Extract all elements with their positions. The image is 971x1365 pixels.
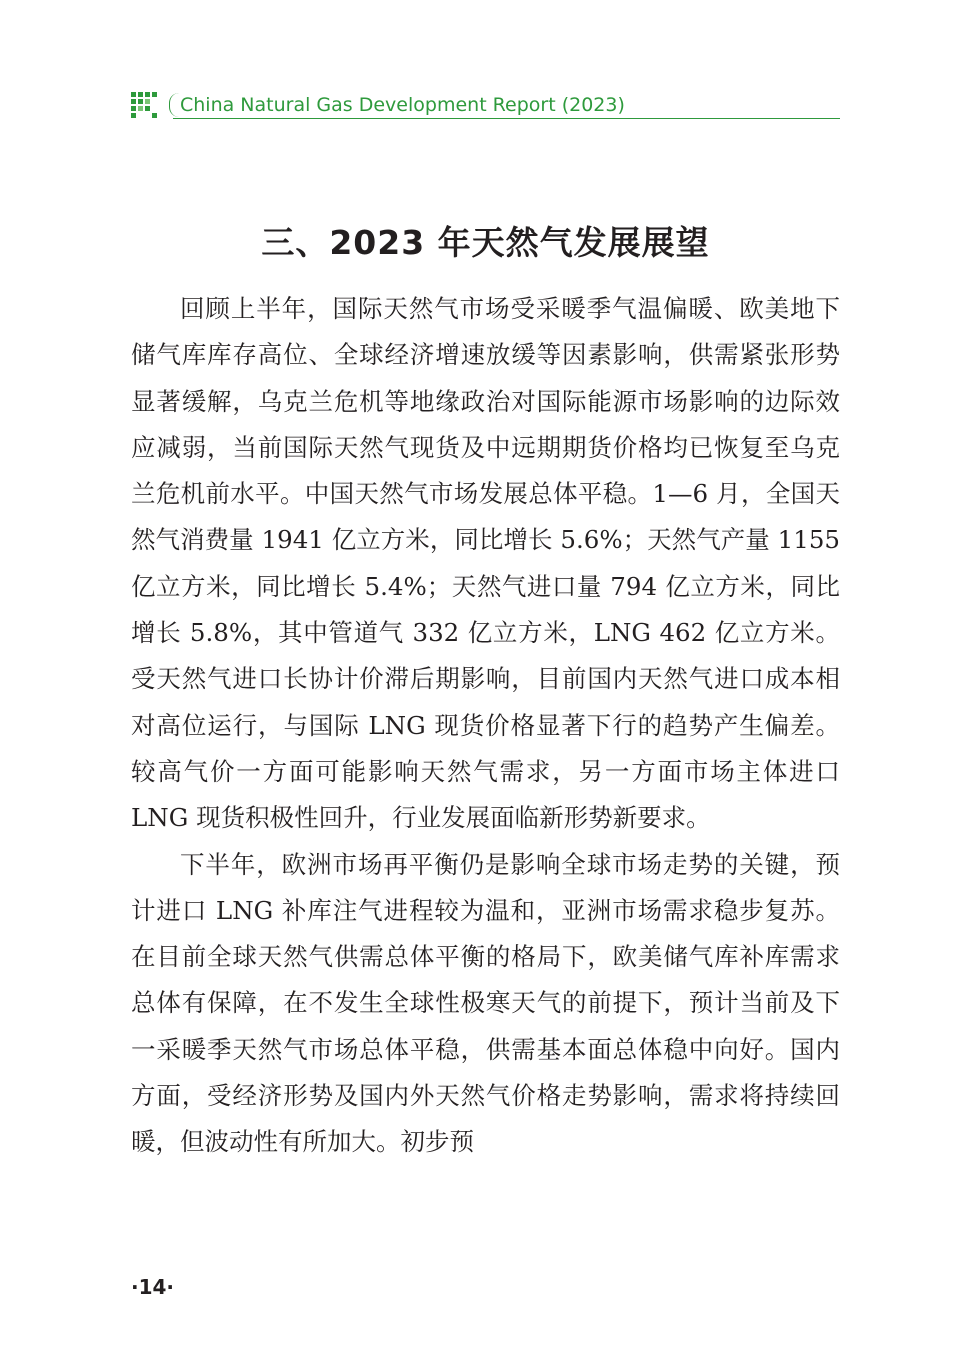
body-text	[131, 286, 840, 1166]
paragraph: 回顾上半年，国际天然气市场受采暖季气温偏暖、欧美地下储气库库存高位、全球经济增速放缓等因素影响，供需紧张形势显著缓解，乌克兰危机等地缘政治对国际能源市场影响的边际效应减弱，当前国际天然气现货及中远期期货价格均已恢复至乌克兰危机前水平。中国天然气市场发展总体平稳。1—6 月，全国天然气消费量 1941 亿立方米，同比增长 5.6%；天然气产量 1155 亿立方米，同比增长 5.4%；天然气进口量 794 亿立方米，同比增长 5.8%，其中管道气 332 亿立方米，LNG 462 亿立方米。受天然气进口长协计价滞后期影响，目前国内天然气进口成本相对高位运行，与国际 LNG 现货价格显著下行的趋势产生偏差。较高气价一方面可能影响天然气需求，另一方面市场主体进口 LNG 现货积极性回升，行业发展面临新形势新要求。	[131, 294, 841, 833]
header-rule	[173, 118, 840, 119]
paragraph: 下半年，欧洲市场再平衡仍是影响全球市场走势的关键，预计进口 LNG 补库注气进程较为温和，亚洲市场需求稳步复苏。在目前全球天然气供需总体平衡的格局下，欧美储气库补库需求总体有保障，在不发生全球性极寒天气的前提下，预计当前及下一采暖季天然气市场总体平稳，供需基本面总体稳中向好。国内方面，受经济形势及国内外天然气价格走势影响，需求将持续回暖，但波动性有所加大。初步预	[131, 849, 840, 1157]
running-header-title: China Natural Gas Development Report (2023)	[180, 94, 625, 116]
running-header	[131, 92, 840, 120]
section-title: 三、2023 年天然气发展展望	[261, 223, 710, 263]
page-number: ·14·	[131, 1275, 175, 1299]
green-grid-logo-icon	[131, 92, 158, 119]
